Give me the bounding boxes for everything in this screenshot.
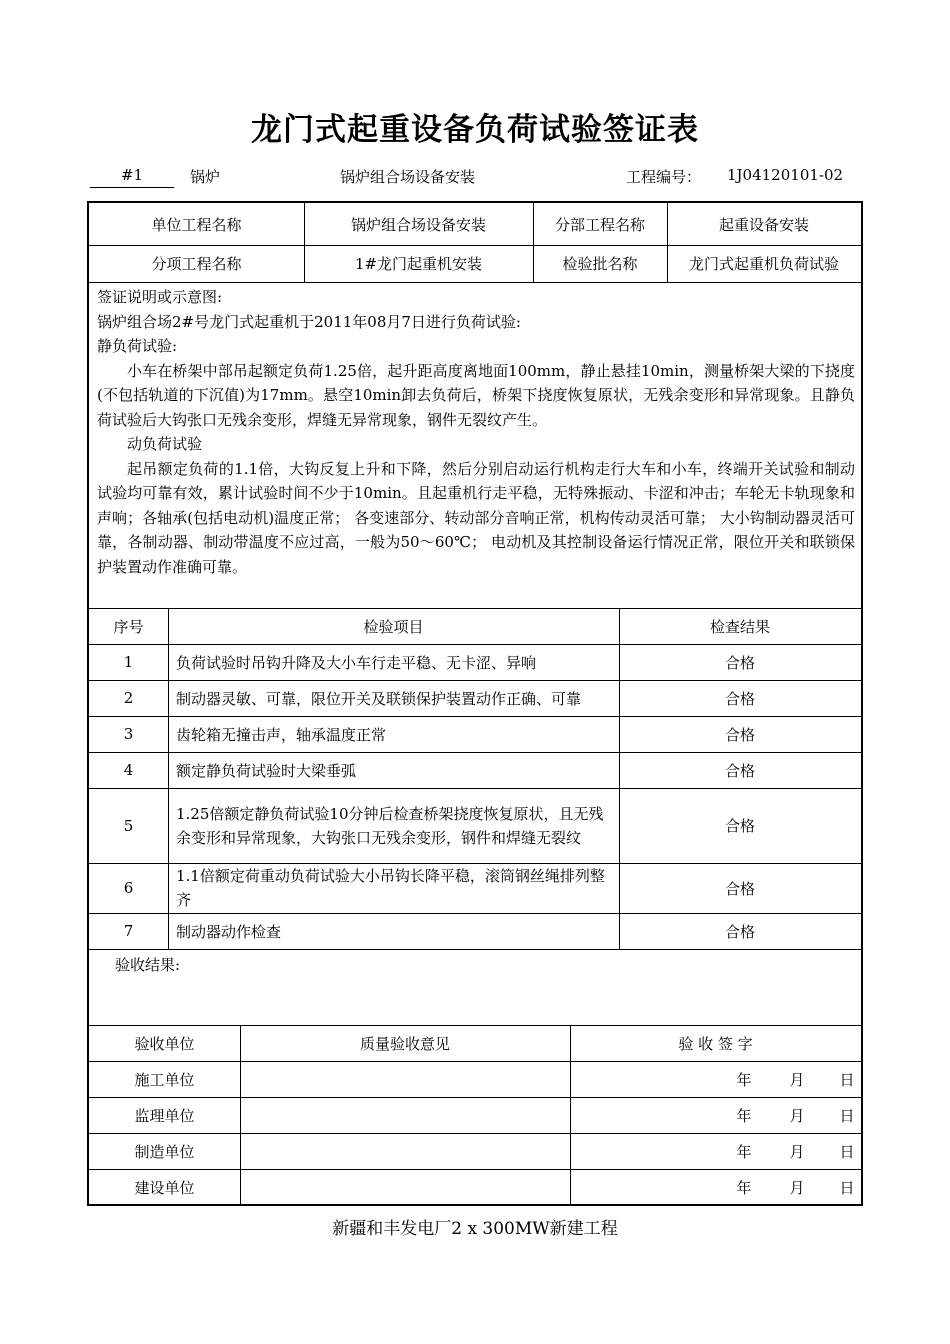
col-header-unit: 验收单位 [134, 1034, 195, 1053]
check-item: 制动器动作检查 [176, 922, 282, 941]
sign-month: 月 [789, 1178, 805, 1197]
sign-month: 月 [789, 1142, 805, 1161]
sign-day: 日 [839, 1178, 855, 1197]
project-code: 1J04120101-02 [727, 166, 844, 184]
description-label: 签证说明或示意图: [97, 288, 223, 306]
project-name: 锅炉组合场设备安装 [340, 168, 476, 186]
check-no: 1 [123, 653, 134, 671]
acceptance-unit: 监理单位 [134, 1106, 195, 1125]
col-header-no: 序号 [113, 617, 144, 636]
sign-year: 年 [736, 1106, 752, 1125]
col-header-result: 检查结果 [709, 617, 770, 636]
footer-project-name: 新疆和丰发电厂2 x 300MW新建工程 [332, 1219, 618, 1239]
dynamic-test-title: 动负荷试验 [127, 435, 203, 453]
unit-name-value: 锅炉组合场设备安装 [350, 215, 486, 234]
form-table [87, 201, 863, 1206]
check-no: 4 [123, 761, 134, 779]
check-no: 5 [123, 816, 134, 835]
sign-month: 月 [789, 1070, 805, 1089]
check-result: 合格 [724, 922, 755, 941]
item-value: 1#龙门起重机安装 [354, 255, 483, 273]
sign-month: 月 [789, 1106, 805, 1125]
acceptance-unit: 建设单位 [134, 1178, 195, 1197]
check-result: 合格 [724, 653, 755, 672]
check-item: 额定静负荷试验时大梁垂弧 [176, 761, 357, 780]
check-result: 合格 [724, 725, 755, 744]
check-item: 负荷试验时吊钩升降及大小车行走平稳、无卡涩、异响 [176, 653, 537, 672]
project-code-label: 工程编号： [626, 168, 702, 186]
sign-year: 年 [736, 1142, 752, 1161]
item-label: 分项工程名称 [151, 255, 242, 273]
acceptance-result-label: 验收结果: [115, 955, 181, 974]
divider [304, 203, 305, 282]
divider [89, 245, 861, 246]
divider [619, 608, 620, 949]
sign-day: 日 [839, 1070, 855, 1089]
divider [667, 203, 668, 282]
unit-number: #1 [90, 166, 174, 188]
batch-label: 检验批名称 [562, 255, 638, 273]
divider [89, 949, 861, 950]
col-header-sign: 验 收 签 字 [678, 1034, 753, 1053]
col-header-item: 检验项目 [363, 617, 424, 636]
check-no: 6 [123, 879, 134, 897]
divider [570, 1025, 571, 1206]
check-item: 1.25倍额定静负荷试验10分钟后检查桥架挠度恢复原状，且无残余变形和异常现象，大钩张口无残余变形，钢件和焊缝无裂纹 [176, 804, 604, 847]
check-result: 合格 [724, 817, 755, 835]
check-item: 1.1倍额定荷重动负荷试验大小吊钩长降平稳，滚筒钢丝绳排列整齐 [176, 867, 605, 909]
check-result: 合格 [724, 879, 755, 898]
sign-day: 日 [839, 1106, 855, 1125]
batch-value: 龙门式起重机负荷试验 [688, 255, 839, 273]
check-item: 齿轮箱无撞击声，轴承温度正常 [176, 725, 387, 744]
divider [168, 608, 169, 949]
check-no: 7 [123, 922, 134, 940]
boiler-label: 锅炉 [190, 168, 221, 186]
check-no: 3 [123, 725, 134, 743]
unit-name-label: 单位工程名称 [151, 215, 242, 234]
acceptance-unit: 制造单位 [134, 1142, 195, 1161]
sign-day: 日 [839, 1142, 855, 1161]
static-test-text: 小车在桥架中部吊起额定负荷1.25倍，起升距高度离地面100mm，静止悬挂10min，测量桥架大梁的下挠度(不包括轨道的下沉值)为17mm。悬空10min卸去负荷后，桥架下挠度恢复原状，无残余变形和异常现象。且静负荷试验后大钩张口无残余变形，焊缝无异常现象，钢件无裂纹产生。 [97, 361, 855, 429]
check-result: 合格 [724, 689, 755, 708]
division-value: 起重设备安装 [718, 215, 809, 234]
check-item: 制动器灵敏、可靠，限位开关及联锁保护装置动作正确、可靠 [176, 689, 582, 708]
check-result: 合格 [724, 761, 755, 780]
acceptance-unit: 施工单位 [134, 1070, 195, 1089]
description-block [97, 285, 855, 579]
sign-year: 年 [736, 1070, 752, 1089]
divider [89, 282, 861, 283]
col-header-opinion: 质量验收意见 [359, 1034, 450, 1053]
sign-year: 年 [736, 1178, 752, 1197]
divider [240, 1025, 241, 1206]
static-test-title: 静负荷试验: [97, 337, 178, 355]
divider [533, 203, 534, 282]
check-no: 2 [123, 689, 134, 707]
description-intro: 锅炉组合场2#号龙门式起重机于2011年08月7日进行负荷试验: [97, 312, 521, 331]
division-label: 分部工程名称 [554, 215, 645, 234]
page-title: 龙门式起重设备负荷试验签证表 [251, 112, 699, 148]
dynamic-test-text: 起吊额定负荷的1.1倍，大钩反复上升和下降，然后分别启动运行机构走行大车和小车，终端开关试验和制动试验均可靠有效，累计试验时间不少于10min。且起重机行走平稳，无特殊振动、卡涩和冲击；车轮无卡轨现象和声响；各轴承(包括电动机)温度正常； 各变速部分、转动部分音响正常，机构传动灵活可靠； 大小钩制动器灵活可靠，各制动器、制动带温度不应过高，一般为50～60℃； 电动机及其控制设备运行情况正常，限位开关和联锁保护装置动作准确可靠。 [97, 459, 855, 576]
